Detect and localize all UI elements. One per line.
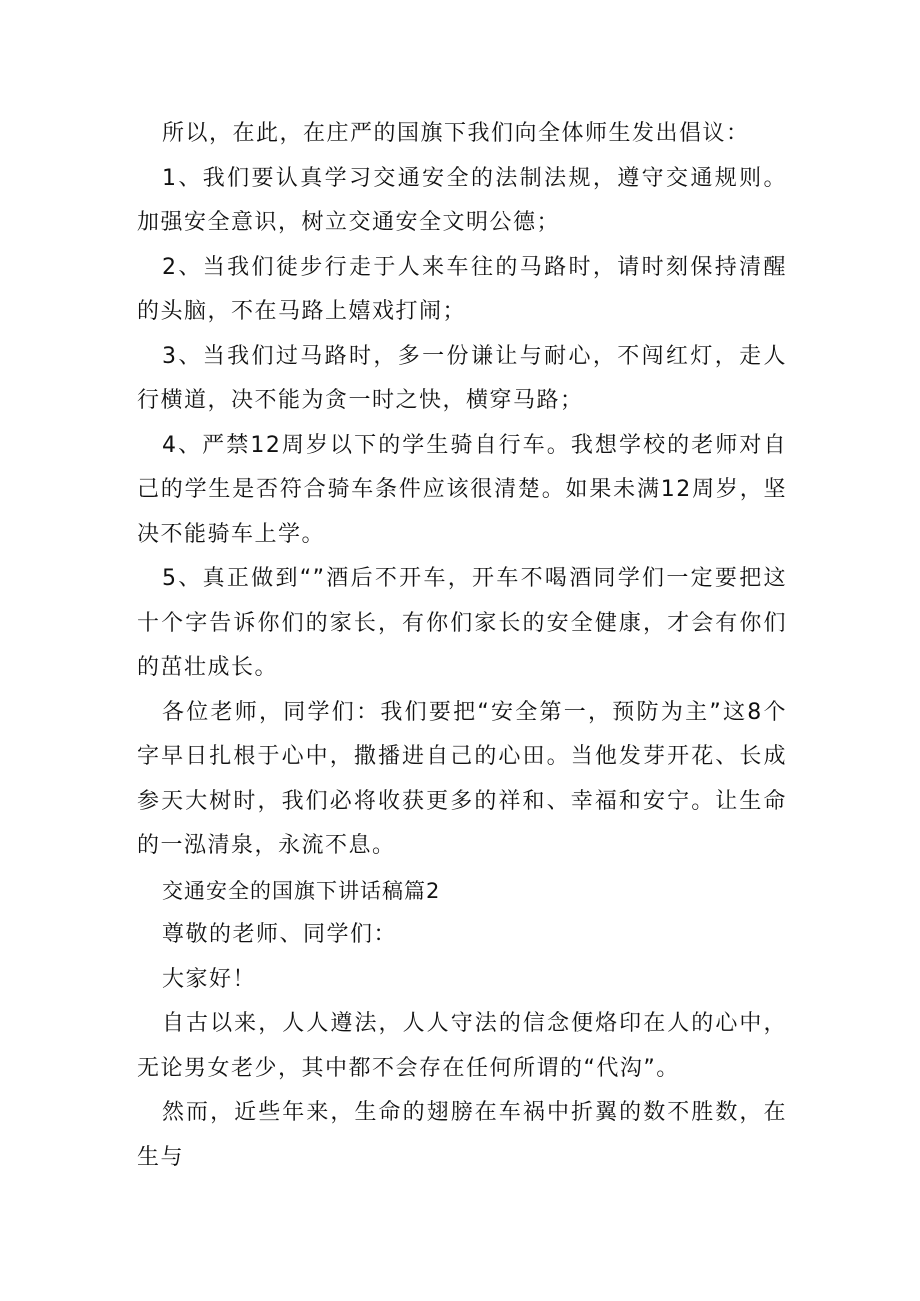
paragraph-item-4: 4、严禁12周岁以下的学生骑自行车。我想学校的老师对自己的学生是否符合骑车条件应该很清楚。如果未满12周岁，坚决不能骑车上学。 <box>137 432 787 547</box>
paragraph-item-5: 5、真正做到“”酒后不开车，开车不喝酒同学们一定要把这十个字告诉你们的家长，有你们家长的安全健康，才会有你们的茁壮成长。 <box>137 566 787 680</box>
paragraph-closing: 各位老师，同学们：我们要把“安全第一，预防为主”这8个字早日扎根于心中，撒播进自己的心田。当他发芽开花、长成参天大树时，我们必将收获更多的祥和、幸福和安宁。让生命的一泓清泉，永流不息。 <box>137 699 787 858</box>
paragraph-body2-1: 自古以来，人人遵法，人人守法的信念便烙印在人的心中，无论男女老少，其中都不会存在任何所谓的“代沟”。 <box>137 1011 787 1081</box>
paragraph-item-2: 2、当我们徒步行走于人来车往的马路时，请时刻保持清醒的头脑，不在马路上嬉戏打闹； <box>137 254 787 324</box>
paragraph-proposal-intro: 所以，在此，在庄严的国旗下我们向全体师生发出倡议： <box>162 121 750 146</box>
paragraph-item-1: 1、我们要认真学习交通安全的法制法规，遵守交通规则。加强安全意识，树立交通安全文明公德； <box>137 165 787 235</box>
document-body <box>137 112 787 1180</box>
salutation: 尊敬的老师、同学们： <box>162 922 398 947</box>
section-title: 交通安全的国旗下讲话稿篇2 <box>162 878 441 903</box>
paragraph-body2-2: 然而，近些年来，生命的翅膀在车祸中折翼的数不胜数，在生与 <box>137 1100 787 1170</box>
greeting: 大家好！ <box>162 966 257 992</box>
paragraph-item-3: 3、当我们过马路时，多一份谦让与耐心，不闯红灯，走人行横道，决不能为贪一时之快，横穿马路； <box>137 343 787 413</box>
